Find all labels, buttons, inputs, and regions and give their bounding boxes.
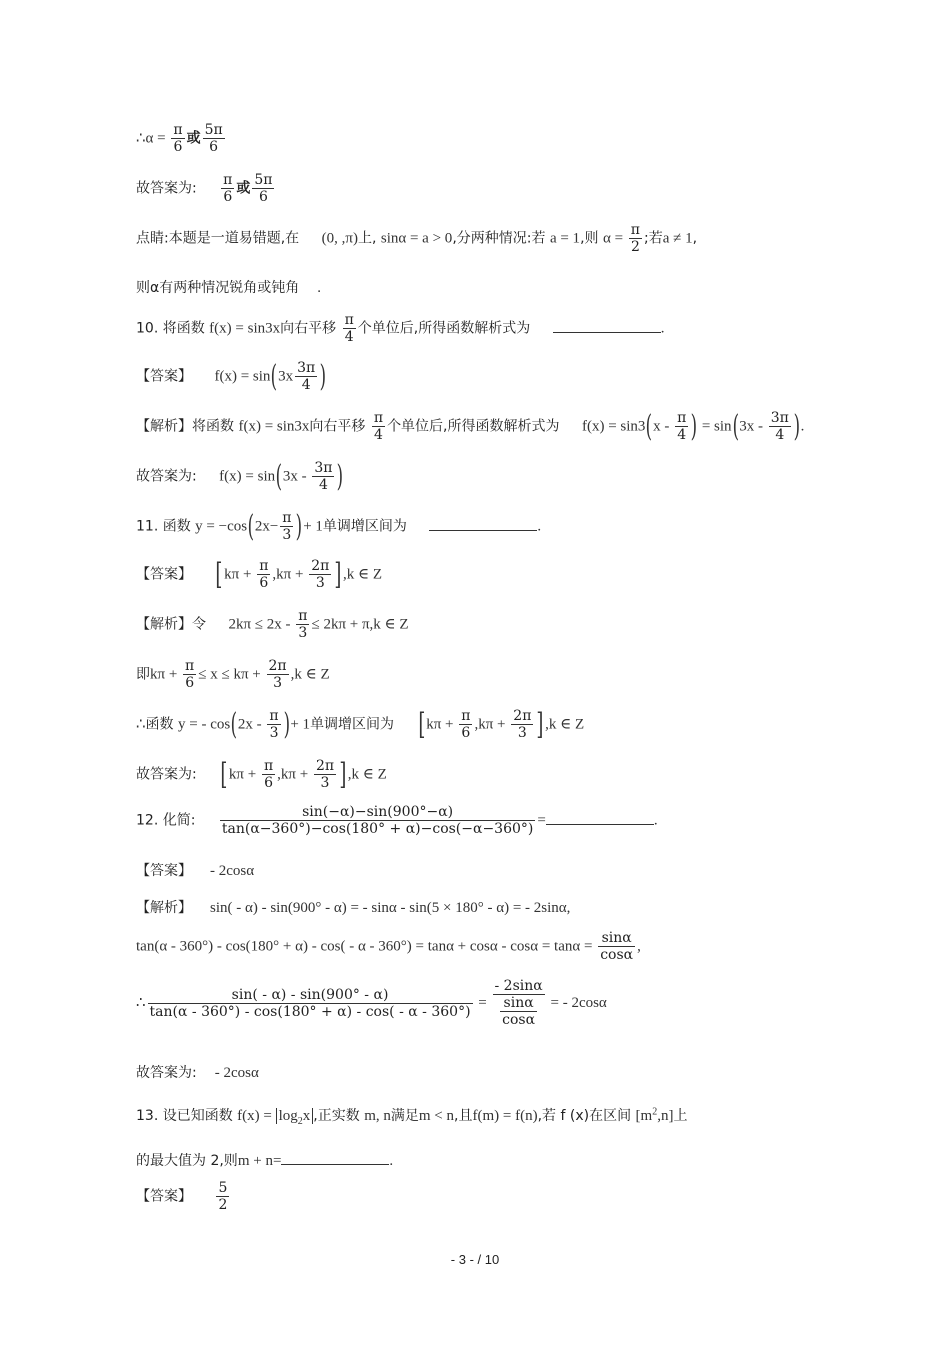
answer-blank [281, 1152, 389, 1165]
fraction: $\frac{\pi}{3}$ [269, 708, 279, 742]
final-answer-11: 故答案为: [kπ + $\frac{\pi}{6}$ ,kπ + $\frac{2\pi}{3}$ ],k ∈ Z [136, 756, 387, 792]
question-12: 12. 化简: $\frac{\sin(-\alpha)-\sin(900^\circ-\alpha)}{\tan(\alpha-360^\circ)-\cos(180^\circ + \alpha)-\cos(-\alpha-360^\circ)}$ = . [136, 804, 658, 838]
solution-11-step3: ∴函数 y = - cos(2x - $\frac{\pi}{3}$ )+ 1单调增区间为 [kπ + $\frac{\pi}{6}$ ,kπ + $\frac{2\pi}{3}$ ],k ∈ Z [136, 706, 585, 742]
question-13: 13. 设已知函数 $f(x) = \log_2x$ ,正实数 m, n满足m < n,且f(m) = f(n),若 f (x)在区间 $[m^2,n]$上 [136, 1106, 688, 1127]
line-note-cont: 则α有两种情况锐角或钝角 . [136, 280, 321, 296]
question-10: 10. 将函数 f(x) = sin3x向右平移 $\frac{\pi}{4}$ 个单位后,所得函数解析式为 . [136, 312, 665, 346]
solution-11: 【解析】令 2kπ ≤ 2x - $\frac{\pi}{3}$ ≤ 2kπ + π,k ∈ Z [136, 608, 409, 642]
fraction: $\frac{\pi}{6}$ [223, 172, 233, 206]
fraction: $\frac{5}{2}$ [218, 1180, 228, 1214]
answer-10: 【答案】 f(x) = sin(3x $\frac{3\pi}{4}$ ) [136, 358, 327, 394]
fraction: $\frac{\sin\alpha}{\cos\alpha}$ [502, 995, 536, 1029]
fraction: $\frac{\pi}{3}$ [298, 608, 308, 642]
answer-13: 【答案】 $\frac{5}{2}$ [136, 1180, 228, 1214]
fraction: $\frac{3\pi}{4}$ [297, 360, 316, 394]
fraction: $\frac{\pi}{4}$ [344, 312, 354, 346]
solution-10: 【解析】将函数 f(x) = sin3x向右平移 $\frac{\pi}{4}$ 个单位后,所得函数解析式为 f(x) = sin3(x - $\frac{\pi}{4}$ ) = sin(3x - $\frac{3\pi}{4}$ ). [136, 408, 805, 444]
fraction: $\frac{\sin( - \alpha) - \sin(900^\circ - \alpha)}{\tan(\alpha - 360^\circ) - \cos(180^\circ + \alpha) - \cos( - \alpha - 360^\circ)}$ [149, 986, 471, 1020]
fraction: $\frac{3\pi}{4}$ [314, 460, 333, 494]
fraction: $\frac{5\pi}{6}$ [254, 172, 273, 206]
solution-12-step3: ∴ $\frac{\sin( - \alpha) - \sin(900^\circ - \alpha)}{\tan(\alpha - 360^\circ) - \cos(180^\circ + \alpha) - \cos( - \alpha - 360^\circ)}$ = $\frac{- 2\sin\alpha}{\frac{\sin\alpha}{\cos\alpha}}$ = - 2cosα [136, 978, 607, 1029]
fraction: $\frac{\pi}{6}$ [185, 658, 195, 692]
solution-12: 【解析】 sin( - α) - sin(900° - α) = - sinα - sin(5 × 180° - α) = - 2sinα, [136, 900, 571, 916]
fraction: $\frac{\sin(-\alpha)-\sin(900^\circ-\alpha)}{\tan(\alpha-360^\circ)-\cos(180^\circ + \alpha)-\cos(-\alpha-360^\circ)}$ [221, 804, 534, 838]
fraction: $\frac{\pi}{6}$ [173, 122, 183, 156]
answer-blank [553, 320, 661, 333]
question-11: 11. 函数 y = −cos(2x− $\frac{\pi}{3}$ )+ 1单调增区间为 . [136, 508, 542, 544]
answer-11: 【答案】 [kπ + $\frac{\pi}{6}$ ,kπ + $\frac{2\pi}{3}$ ],k ∈ Z [136, 556, 383, 592]
fraction: $\frac{- 2\sin\alpha}{\frac{\sin\alpha}{\cos\alpha}}$ [494, 978, 543, 1029]
answer-12: 【答案】 - 2cosα [136, 863, 255, 879]
fraction: $\frac{2\pi}{3}$ [513, 708, 532, 742]
solution-12-step2: tan(α - 360°) - cos(180° + α) - cos( - α - 360°) = tanα + cosα - cosα = tanα = $\frac{\sin\alpha}{\cos\alpha}$ , [136, 930, 641, 964]
fraction: $\frac{3\pi}{4}$ [770, 410, 789, 444]
fraction: $\frac{2\pi}{3}$ [268, 658, 287, 692]
line-note: 点睛:本题是一道易错题,在 (0, ,π)上, sinα = a > 0,分两种情况:若 a = 1,则 α = $\frac{\pi}{2}$ ;若a ≠ 1, [136, 222, 698, 256]
fraction: $\frac{\pi}{6}$ [259, 558, 269, 592]
question-13-cont: 的最大值为 2,则m + n= . [136, 1153, 394, 1169]
answer-blank [546, 812, 654, 825]
fraction: $\frac{\pi}{4}$ [373, 410, 384, 444]
fraction: $\frac{\sin\alpha}{\cos\alpha}$ [600, 930, 634, 964]
fraction: $\frac{\pi}{2}$ [630, 222, 640, 256]
fraction: $\frac{2\pi}{3}$ [311, 558, 330, 592]
fraction: $\frac{2\pi}{3}$ [315, 758, 335, 792]
fraction: $\frac{\pi}{6}$ [461, 708, 471, 742]
fraction: $\frac{\pi}{3}$ [282, 510, 292, 544]
fraction: $\frac{\pi}{6}$ [263, 758, 274, 792]
fraction: $\frac{\pi}{4}$ [677, 410, 687, 444]
line-alpha-result: ∴α = $\frac{\pi}{6}$ 或 $\frac{5\pi}{6}$ [136, 122, 223, 156]
page-number: - 3 - / 10 [450, 1252, 500, 1267]
line-final-answer-9: 故答案为: $\frac{\pi}{6}$ 或 $\frac{5\pi}{6}$ [136, 172, 273, 206]
answer-blank [429, 518, 537, 531]
final-answer-12: 故答案为: - 2cosα [136, 1065, 259, 1081]
solution-11-step2: 即kπ + $\frac{\pi}{6}$ ≤ x ≤ kπ + $\frac{2\pi}{3}$ ,k ∈ Z [136, 658, 330, 692]
final-answer-10: 故答案为: f(x) = sin(3x - $\frac{3\pi}{4}$ ) [136, 458, 344, 494]
fraction: $\frac{5\pi}{6}$ [204, 122, 223, 156]
